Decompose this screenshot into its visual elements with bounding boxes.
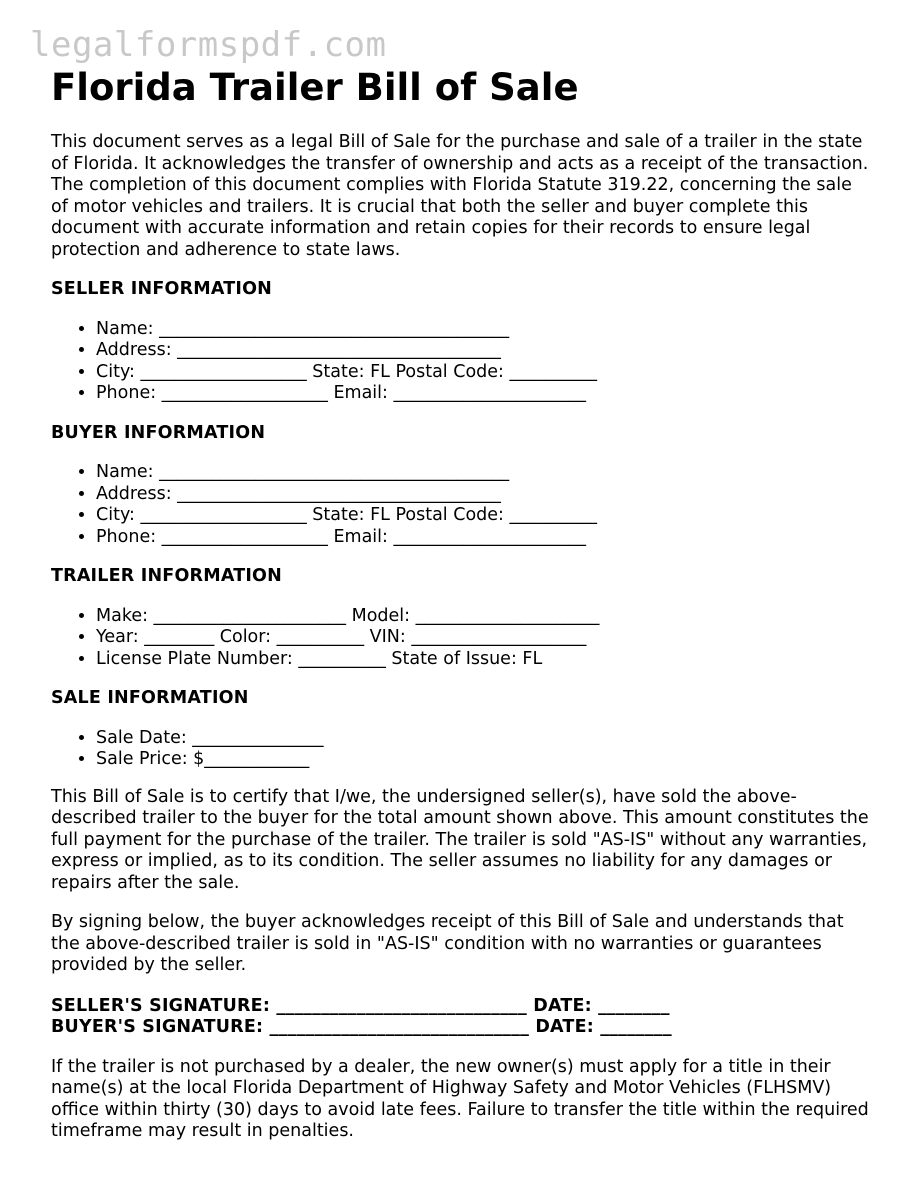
trailer-license-plate-field: • License Plate Number: __________ State of Issue: FL — [96, 649, 871, 671]
sale-price-field: • Sale Price: $____________ — [96, 749, 871, 771]
seller-city-state-postal-field: • City: ___________________ State: FL Postal Code: __________ — [96, 362, 871, 384]
sale-date-field: • Sale Date: _______________ — [96, 728, 871, 750]
buyer-section-heading: BUYER INFORMATION — [51, 422, 266, 443]
trailer-fields-list — [51, 606, 871, 671]
trailer-section-heading: TRAILER INFORMATION — [51, 566, 282, 586]
buyer-address-field: • Address: _____________________________________ — [96, 484, 871, 506]
signature-block — [51, 996, 871, 1039]
seller-fields-list — [51, 319, 871, 405]
seller-phone-email-field: • Phone: ___________________ Email: ______________________ — [96, 383, 871, 405]
document-page — [51, 68, 871, 1143]
buyer-name-field: • Name: ________________________________________ — [96, 462, 871, 484]
trailer-make-model-field: • Make: ______________________ Model: _____________________ — [96, 606, 871, 628]
acknowledgement-paragraph: By signing below, the buyer acknowledges receipt of this Bill of Sale and understands that the above-described trailer is sold in "AS-IS" condition with no warranties or guarantees provided by the seller. — [51, 912, 844, 975]
buyer-signature-line: BUYER'S SIGNATURE: _____________________________ DATE: ________ — [51, 1017, 672, 1037]
seller-section-heading: SELLER INFORMATION — [51, 279, 273, 299]
seller-name-field: • Name: ________________________________________ — [96, 319, 871, 341]
certification-paragraph: This Bill of Sale is to certify that I/we, the undersigned seller(s), have sold the above-described trailer to the buyer for the total amount shown above. This amount constitutes the full payment for the purchase of the trailer. The trailer is sold "AS-IS" without any warranties, express or implied, as to its condition. The seller assumes no liability for any damages or repairs after the sale. — [51, 786, 869, 893]
seller-address-field: • Address: _____________________________________ — [96, 340, 871, 362]
buyer-city-state-postal-field: • City: ___________________ State: FL Postal Code: __________ — [96, 505, 871, 527]
buyer-phone-email-field: • Phone: ___________________ Email: ______________________ — [96, 527, 871, 549]
intro-paragraph: This document serves as a legal Bill of Sale for the purchase and sale of a trailer in the state of Florida. It acknowledges the transfer of ownership and acts as a receipt of the transaction. The completion of this document complies with Florida Statute 319.22, concerning the sale of motor vehicles and trailers. It is crucial that both the seller and buyer complete this document with accurate information and retain copies for their records to ensure legal protection and adherence to state laws. — [51, 132, 869, 260]
seller-signature-line: SELLER'S SIGNATURE: ____________________________ DATE: ________ — [51, 995, 670, 1016]
sale-section-heading: SALE INFORMATION — [51, 688, 249, 708]
buyer-fields-list — [51, 462, 871, 548]
trailer-year-color-vin-field: • Year: ________ Color: __________ VIN: ____________________ — [96, 627, 871, 649]
title-transfer-notice: If the trailer is not purchased by a dealer, the new owner(s) must apply for a title in their name(s) at the local Florida Department of Highway Safety and Motor Vehicles (FLHSMV) office within thirty (30) days to avoid late fees. Failure to transfer the title within the required timeframe may result in penalties. — [51, 1056, 869, 1141]
sale-fields-list — [51, 728, 871, 771]
document-title: Florida Trailer Bill of Sale — [51, 66, 579, 109]
site-watermark: legalformspdf.com — [30, 25, 387, 65]
